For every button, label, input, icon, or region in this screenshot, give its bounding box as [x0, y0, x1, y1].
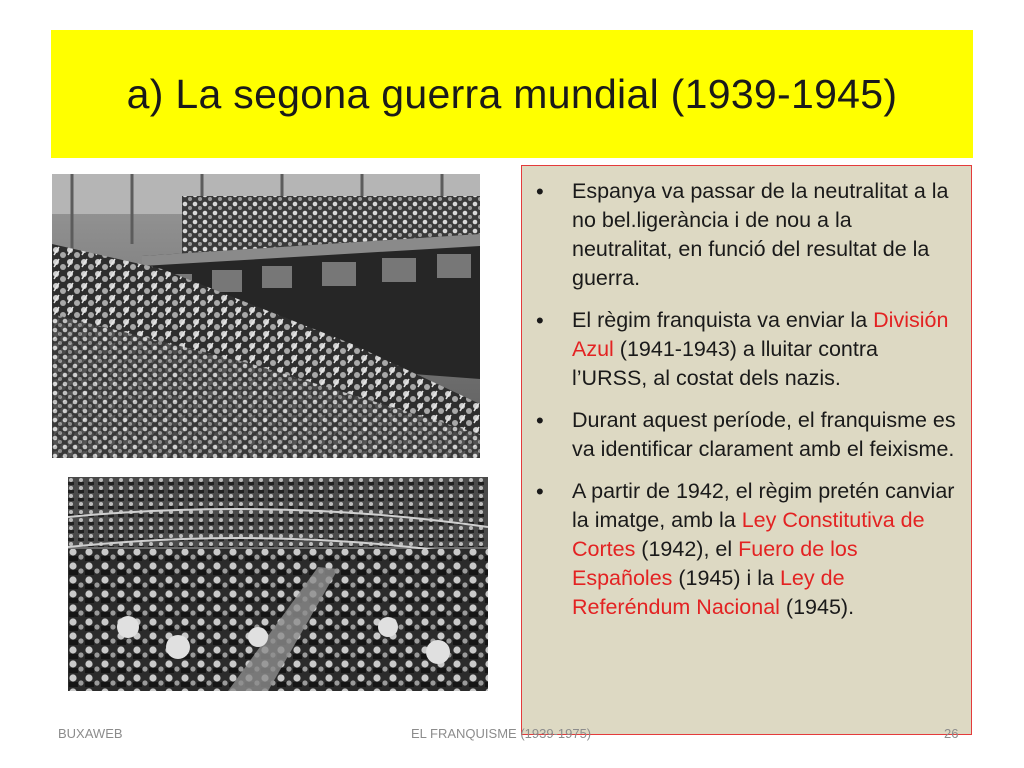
- bullet-text: [572, 306, 957, 393]
- bullet-text-segment: (1941-1943) a lluitar contra l’URSS, al costat dels nazis.: [572, 337, 878, 390]
- bullet-text-segment: (1945).: [779, 595, 855, 619]
- bullet-text-segment: A partir de 1942, el règim pretén canviar la imatge, amb la: [572, 479, 955, 532]
- slide-number: 26: [944, 726, 959, 741]
- bullet-item: [534, 306, 957, 393]
- title-bar: [51, 30, 973, 158]
- bullet-list: [522, 166, 971, 622]
- bullet-dot-icon: •: [536, 479, 544, 504]
- photo-cortes-assembly: [68, 477, 488, 691]
- train-crowd-illustration: [52, 174, 480, 458]
- photo-train-crowd-saluting: [52, 174, 480, 458]
- footer-left: BUXAWEB: [58, 726, 123, 741]
- highlighted-term: Ley de Referéndum Nacional: [572, 566, 845, 619]
- bullet-item: [534, 177, 957, 293]
- bullet-dot-icon: •: [536, 179, 544, 204]
- bullet-text-segment: El règim franquista va enviar la: [572, 308, 874, 332]
- bullet-text-segment: Durant aquest període, el franquisme es va identificar clarament amb el feixisme.: [572, 408, 956, 461]
- highlighted-term: Fuero de los Españoles: [572, 537, 858, 590]
- bullet-text: [572, 177, 957, 293]
- assembly-illustration: [68, 477, 488, 691]
- slide-title: a) La segona guerra mundial (1939-1945): [126, 70, 898, 117]
- bullet-dot-icon: •: [536, 408, 544, 433]
- bullet-item: [534, 477, 957, 622]
- highlighted-term: División Azul: [572, 308, 949, 361]
- highlighted-term: Ley Constitutiva de Cortes: [572, 508, 925, 561]
- bullet-text: [572, 406, 957, 464]
- bullet-text-segment: (1945) i la: [672, 566, 780, 590]
- content-textbox: [521, 165, 972, 735]
- bullet-text-segment: (1942), el: [635, 537, 739, 561]
- bullet-item: [534, 406, 957, 464]
- bullet-text-segment: Espanya va passar de la neutralitat a la no bel.ligerància i de nou a la neutralitat, en funció del resultat de la guerra.: [572, 179, 949, 290]
- bullet-dot-icon: •: [536, 308, 544, 333]
- footer-center: EL FRANQUISME (1939-1975): [411, 726, 592, 741]
- bullet-text: [572, 477, 957, 622]
